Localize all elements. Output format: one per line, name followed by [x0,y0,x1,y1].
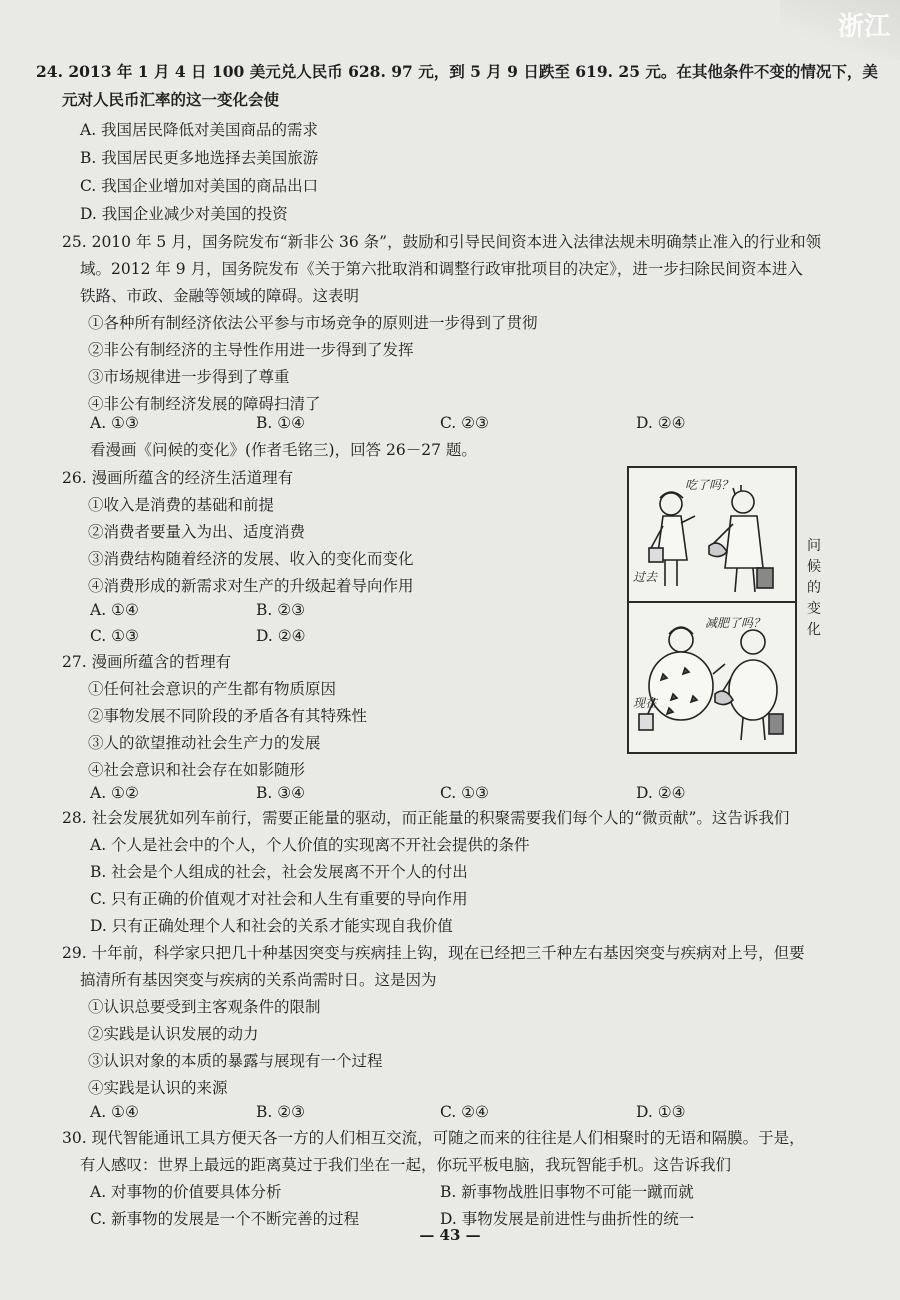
q28-option-b: B. 社会是个人组成的社会，社会发展离不开个人的付出 [90,863,468,881]
q29-statement-3: ③认识对象的本质的暴露与展现有一个过程 [88,1052,383,1070]
q25-option-c: C. ②③ [440,414,489,432]
q29-option-a: A. ①④ [90,1103,139,1121]
q29-option-c: C. ②④ [440,1103,489,1121]
q26-statement-4: ④消费形成的新需求对生产的升级起着导向作用 [88,577,414,595]
q30-stem-line-1: 30. 现代智能通讯工具方便天各一方的人们相互交流，可随之而来的往往是人们相聚时的无语和隔膜。于是， [62,1129,805,1147]
q30-option-a: A. 对事物的价值要具体分析 [90,1183,282,1201]
q25-statement-3: ③市场规律进一步得到了尊重 [88,368,290,386]
q24-stem-line-1: 24. 2013 年 1 月 4 日 100 美元兑人民币 628. 97 元，到 5 月 9 日跌至 619. 25 元。在其他条件不变的情况下，美 [36,62,878,81]
q30-option-d: D. 事物发展是前进性与曲折性的统一 [440,1210,695,1228]
q27-statement-1: ①任何社会意识的产生都有物质原因 [88,680,337,698]
q26-option-b: B. ②③ [256,601,306,619]
q26-option-a: A. ①④ [90,601,139,619]
q24-option-a: A. 我国居民降低对美国商品的需求 [80,121,319,139]
cartoon-intro: 看漫画《问候的变化》(作者毛铭三)，回答 26－27 题。 [90,441,477,459]
q28-option-d: D. 只有正确处理个人和社会的关系才能实现自我价值 [90,917,453,935]
q29-stem-line-1: 29. 十年前，科学家只把几十种基因突变与疾病挂上钩，现在已经把三千种左右基因突变与疾病对上号，但要 [62,944,805,962]
page-number: — 43 — [419,1226,481,1244]
q26-stem: 26. 漫画所蕴含的经济生活道理有 [62,469,294,487]
q24-option-b: B. 我国居民更多地选择去美国旅游 [80,149,319,167]
cartoon-greeting-change [627,466,797,754]
bottom-man-figure [715,630,783,740]
q27-stem: 27. 漫画所蕴含的哲理有 [62,653,232,671]
q29-stem-line-2: 搞清所有基因突变与疾病的关系尚需时日。这是因为 [80,971,437,989]
q28-stem: 28. 社会发展犹如列车前行，需要正能量的驱动，而正能量的积聚需要我们每个人的“微贡献”。这告诉我们 [62,809,790,827]
q26-statement-1: ①收入是消费的基础和前提 [88,496,275,514]
cartoon-caption: 问候的变化 [807,538,821,638]
q29-statement-1: ①认识总要受到主客观条件的限制 [88,998,321,1016]
q29-statement-2: ②实践是认识发展的动力 [88,1025,259,1043]
q27-statement-3: ③人的欲望推动社会生产力的发展 [88,734,321,752]
q25-statement-4: ④非公有制经济发展的障碍扫清了 [88,395,321,413]
q26-option-c: C. ①③ [90,627,139,645]
q24-option-d: D. 我国企业减少对美国的投资 [80,205,288,223]
top-panel-label: 过去 [633,570,658,584]
q27-option-c: C. ①③ [440,784,489,802]
q28-option-a: A. 个人是社会中的个人，个人价值的实现离不开社会提供的条件 [90,836,530,854]
bottom-woman-figure [639,627,725,730]
q25-option-a: A. ①③ [90,414,139,432]
q25-statement-1: ①各种所有制经济依法公平参与市场竞争的原则进一步得到了贯彻 [88,314,538,332]
q27-option-b: B. ③④ [256,784,306,802]
q25-stem-line-2: 域。2012 年 9 月，国务院发布《关于第六批取消和调整行政审批项目的决定》，进一步扫除民间资本进入 [80,260,803,278]
q27-option-d: D. ②④ [636,784,686,802]
q29-option-b: B. ②③ [256,1103,306,1121]
top-man-figure [709,485,773,592]
q29-option-d: D. ①③ [636,1103,686,1121]
q28-option-c: C. 只有正确的价值观才对社会和人生有重要的导向作用 [90,890,468,908]
q30-option-b: B. 新事物战胜旧事物不可能一蹴而就 [440,1183,694,1201]
bottom-panel-speech: 减肥了吗？ [705,616,766,630]
q25-option-b: B. ①④ [256,414,306,432]
q25-stem-line-3: 铁路、市政、金融等领域的障碍。这表明 [80,287,360,305]
q26-option-d: D. ②④ [256,627,306,645]
q25-stem-line-1: 25. 2010 年 5 月，国务院发布“新非公 36 条”，鼓励和引导民间资本进入法律法规未明确禁止准入的行业和领 [62,233,822,251]
q26-statement-2: ②消费者要量入为出、适度消费 [88,523,306,541]
q24-stem-line-2: 元对人民币汇率的这一变化会使 [62,90,280,109]
q25-option-d: D. ②④ [636,414,686,432]
corner-watermark: 浙江 [780,0,900,60]
q29-statement-4: ④实践是认识的来源 [88,1079,228,1097]
q27-statement-2: ②事物发展不同阶段的矛盾各有其特殊性 [88,707,368,725]
bottom-panel-label: 现在 [633,696,658,710]
q25-statement-2: ②非公有制经济的主导性作用进一步得到了发挥 [88,341,414,359]
q30-stem-line-2: 有人感叹：世界上最远的距离莫过于我们坐在一起，你玩平板电脑，我玩智能手机。这告诉我们 [80,1156,732,1174]
top-panel-speech: 吃了吗？ [685,478,734,492]
q27-option-a: A. ①② [90,784,139,802]
q24-option-c: C. 我国企业增加对美国的商品出口 [80,177,319,195]
q27-statement-4: ④社会意识和社会存在如影随形 [88,761,306,779]
q26-statement-3: ③消费结构随着经济的发展、收入的变化而变化 [88,550,414,568]
q30-option-c: C. 新事物的发展是一个不断完善的过程 [90,1210,360,1228]
